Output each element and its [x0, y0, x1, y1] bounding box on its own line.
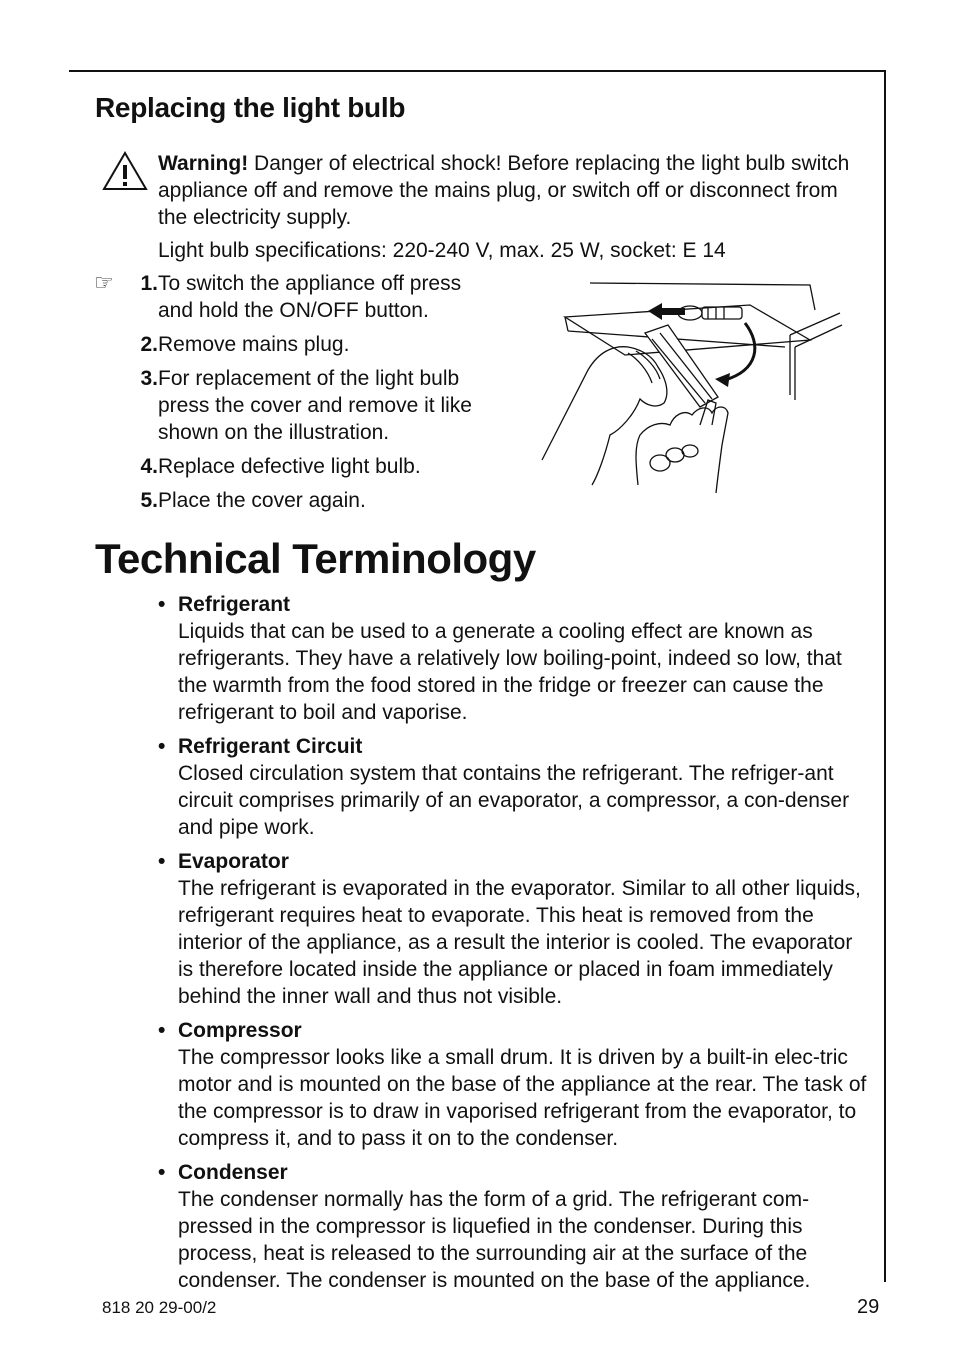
step-item [130, 331, 500, 358]
bulb-spec-text: Light bulb specifications: 220-240 V, max. 25 W, socket: E 14 [158, 239, 726, 262]
warning-triangle-icon [101, 150, 149, 192]
terminology-list [158, 591, 868, 1301]
step-number: 4. [140, 455, 158, 478]
term-description: The refrigerant is evaporated in the evaporator. Similar to all other liquids, refrigerant requires heat to evaporate. This heat is removed from the interior of the appliance, as a result the interior is cooled. The evaporator is therefore located inside the appliance or placed in foam immediately behind the inner wall and thus not visible. [178, 877, 861, 1008]
term-name: • Compressor [178, 1019, 302, 1042]
step-item [130, 365, 500, 446]
step-text: To switch the appliance off press and hold the ON/OFF button. [158, 272, 462, 322]
step-item [130, 270, 500, 324]
term-description: Closed circulation system that contains the refrigerant. The refriger-ant circuit comprises primarily of an evaporator, a compressor, a con-denser and pipe work. [178, 762, 850, 839]
step-number: 5. [140, 489, 158, 512]
term-item [158, 591, 868, 726]
term-item [158, 1159, 868, 1294]
term-name: • Evaporator [178, 850, 289, 873]
top-rule [69, 70, 886, 72]
term-description: Liquids that can be used to a generate a cooling effect are known as refrigerants. They have a relatively low boiling-point, indeed so low, that the warmth from the food stored in the fridge or freezer can cause the refrigerant to boil and vaporise. [178, 620, 842, 724]
section-heading: Replacing the light bulb [95, 92, 406, 123]
page-number: 29 [857, 1296, 880, 1318]
step-item [130, 453, 500, 480]
term-description: The condenser normally has the form of a grid. The refrigerant com-pressed in the compressor is liquefied in the condenser. During this process, heat is released to the surrounding air at the surface of the condenser. The condenser is mounted on the base of the appliance. [178, 1188, 811, 1292]
term-name: • Refrigerant Circuit [178, 735, 363, 758]
step-number: 3. [140, 367, 158, 390]
warning-label: Warning! [158, 152, 249, 175]
step-item [130, 487, 500, 514]
step-text: Replace defective light bulb. [158, 455, 421, 478]
step-text: Remove mains plug. [158, 333, 350, 356]
terminology-heading: Technical Terminology [95, 535, 536, 582]
right-rule [884, 70, 886, 1282]
pointing-hand-icon: ☞ [94, 270, 114, 295]
warning-body: Danger of electrical shock! Before replacing the light bulb switch appliance off and remove the mains plug, or switch off or disconnect from the electricity supply. [158, 152, 850, 229]
document-code: 818 20 29-00/2 [102, 1298, 217, 1317]
warning-text [158, 150, 858, 231]
step-number: 2. [140, 333, 158, 356]
term-description: The compressor looks like a small drum. It is driven by a built-in elec-tric motor and is mounted on the base of the appliance at the rear. The task of the compressor is to draw in vaporised refrigerant from the evaporator, to compress it, and to pass it on to the condenser. [178, 1046, 867, 1150]
step-text: Place the cover again. [158, 489, 366, 512]
step-number: 1. [140, 272, 158, 295]
step-text: For replacement of the light bulb press the cover and remove it like shown on the illustration. [158, 367, 472, 444]
step-list [130, 270, 500, 521]
term-item [158, 1017, 868, 1152]
term-item [158, 848, 868, 1010]
term-item [158, 733, 868, 841]
term-name: • Condenser [178, 1161, 288, 1184]
bulb-cover-illustration [540, 275, 845, 500]
term-name: • Refrigerant [178, 593, 291, 616]
